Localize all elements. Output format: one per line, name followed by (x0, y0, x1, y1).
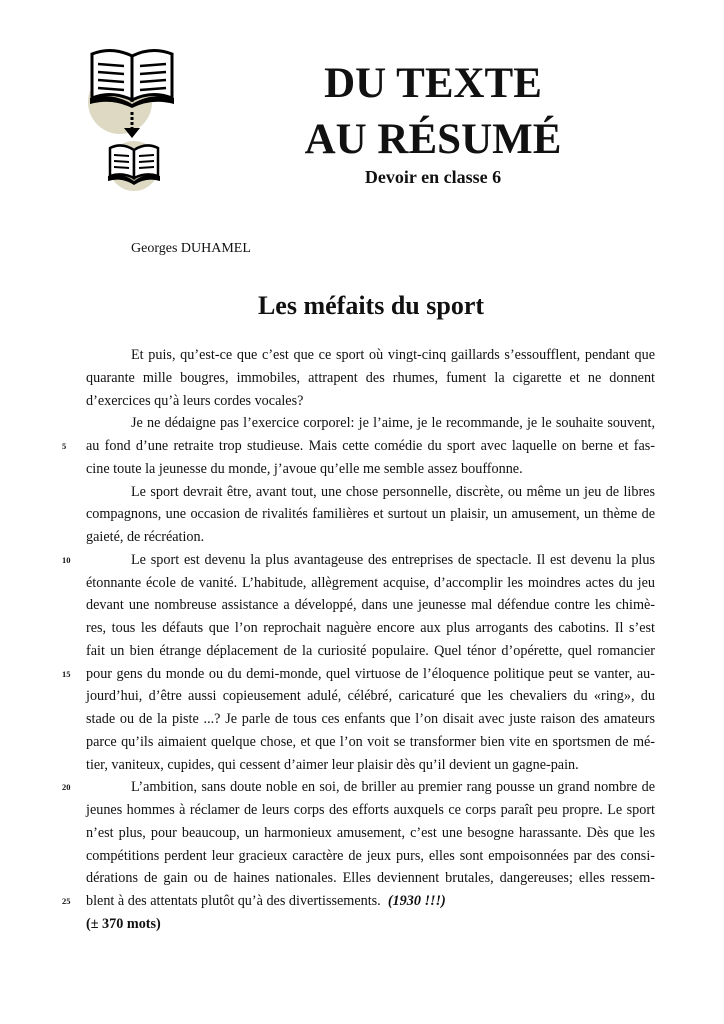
text-line-wrap (62, 776, 655, 799)
text-line: res, tous les défauts que l’on reprochait naguère encore aux plus arrogants des cabotins. Il s’est (86, 620, 655, 636)
text-line-wrap (62, 890, 655, 913)
text-line: L’ambition, sans doute noble en soi, de briller au premier rang pousse un grand nombre de (131, 779, 655, 796)
line-number: 25 (62, 896, 71, 906)
text-line: parce qu’ils aimaient quelque chose, et que l’on voit se transformer bien vite en sportsmen de mé- (86, 733, 655, 750)
document-title: Les méfaits du sport (257, 291, 485, 320)
text-line: Le sport devrait être, avant tout, une chose personnelle, discrète, ou même un jeu de libres (131, 483, 655, 500)
line-number: 5 (62, 441, 67, 451)
book-to-book-icon (86, 42, 190, 202)
text-line: devant une nombreuse assistance a développé, dans une jeunesse mal défendue contre les chimè- (86, 597, 655, 614)
text-line: au fond d’une retraite trop studieuse. Mais cette comédie du sport avec laquelle on berne et fas- (86, 438, 655, 454)
text-line: stade ou de la piste ...? Je parle de tous ces enfants que l’on disait avec juste raison des amateurs (86, 711, 655, 727)
text-line: compétitions perdent leur gracieux caractère de jeux purs, elles sont empoisonnées par des consi- (86, 847, 655, 864)
text-line: compagnons, une occasion de rivalités familières et surtout un plaisir, un amusement, un thème de (86, 506, 655, 523)
text-line: Et puis, qu’est-ce que c’est que ce sport où vingt-cinq gaillards s’essoufflent, pendant que (131, 347, 655, 363)
text-line: Je ne dédaigne pas l’exercice corporel: je l’aime, je le recommande, je le souhaite souvent, (131, 415, 655, 432)
text-line: étonnante école de vanité. L’habitude, allègrement acquise, d’accomplir les moindres actes du jeu (86, 574, 655, 591)
text-line-wrap (62, 549, 655, 572)
text-line: jeunes hommes à réclamer de leurs corps des efforts auxquels ce corps paraît peu propre. Le sport (86, 802, 655, 818)
line-number: 15 (62, 668, 71, 679)
page-title-line1: DU TEXTE (324, 60, 542, 107)
line-number: 10 (62, 554, 71, 565)
text-line: blent à des attentats plutôt qu’à des divertissements. (86, 893, 381, 909)
text-line-wrap (62, 663, 655, 686)
date-note: (1930 !!!) (384, 893, 446, 909)
text-body (62, 344, 655, 936)
text-line-wrap (62, 435, 655, 458)
text-line: pour gens du monde ou du demi-monde, quel virtuose de l’éloquence politique peut se vanter, au- (86, 665, 655, 682)
text-line: Le sport est devenu la plus avantageuse des entreprises de spectacle. Il est devenu la plus (131, 551, 655, 568)
text-line: dérations de gain ou de haines nationales. Elles deviennent brutales, dangereuses; elles ressem- (86, 870, 655, 887)
text-line: tier, vaniteux, cupides, qui cessent d’aimer leur plaisir dès qu’il devient un gagne-pain. (86, 756, 579, 773)
text-line: cine toute la jeunesse du monde, j’avoue qu’elle me semble assez bouffonne. (86, 460, 523, 477)
word-count: (± 370 mots) (86, 915, 161, 932)
text-line: n’est plus, pour beaucoup, un harmonieux amusement, c’est une besogne harassante. Dès que les (86, 824, 655, 841)
text-line: jourd’hui, d’être aussi copieusement adulé, célébré, caricaturé que les chevaliers du «ring», du (86, 688, 655, 705)
page-subtitle: Devoir en classe 6 (364, 167, 502, 187)
text-line: d’exercices qu’à leurs cordes vocales? (86, 392, 304, 409)
text-line: fait un bien étrange déplacement de la curiosité populaire. Quel ténor d’opérette, quel romancier (86, 642, 655, 659)
line-number: 20 (62, 782, 71, 793)
page-title-line2: AU RÉSUMÉ (304, 116, 562, 163)
text-line: gaieté, de récréation. (86, 529, 205, 545)
text-line: quarante mille bougres, immobiles, attrapent des rhumes, fument la cigarette et ne donnent (86, 369, 655, 386)
author-name: Georges DUHAMEL (131, 241, 251, 256)
